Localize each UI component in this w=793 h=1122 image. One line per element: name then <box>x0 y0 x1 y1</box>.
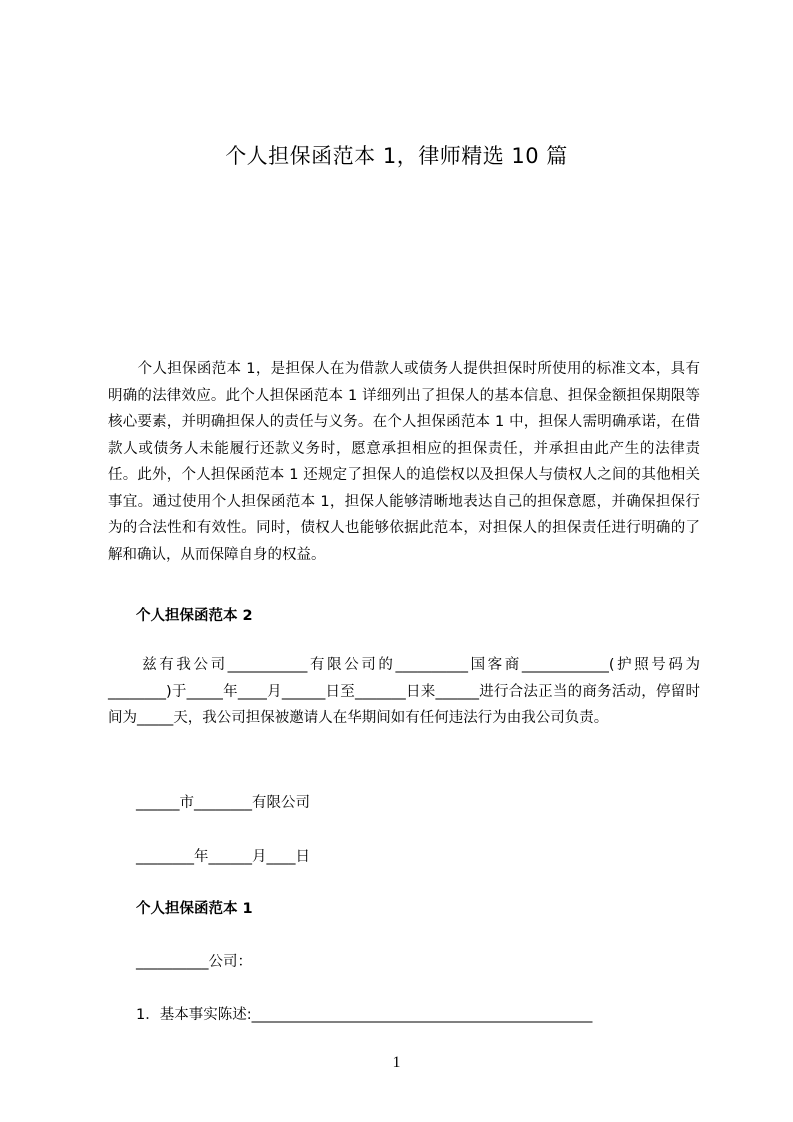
section2-body: 兹有我公司___________有限公司的__________国客商____________(护照号码为________)于_____年____月______日至_______日来______进行合法正当的商务活动，停留时间为_____天，我公司担保被邀请人在华期间如有任何违法行为由我公司负责。 <box>108 657 700 726</box>
signature-date: ________年______月____日 <box>136 849 310 865</box>
document-title: 个人担保函范本 1，律师精选 10 篇 <box>225 144 568 168</box>
item1-blank: _______________________________________________ <box>251 1007 593 1023</box>
signature-company: ______市________有限公司 <box>136 795 310 811</box>
item1-label: 1．基本事实陈述: <box>136 1007 252 1023</box>
page-number: 1 <box>392 1054 401 1071</box>
addressee-line: __________公司： <box>136 954 252 970</box>
section1-heading: 个人担保函范本 1 <box>136 901 253 917</box>
intro-paragraph: 个人担保函范本 1，是担保人在为借款人或债务人提供担保时所使用的标准文本，具有明确的法律效应。此个人担保函范本 1 详细列出了担保人的基本信息、担保金额担保期限等核心要素，并明确担保人的责任与义务。在个人担保函范本 1 中，担保人需明确承诺，在借款人或债务人未能履行还款义务时，愿意承担相应的担保责任，并承担由此产生的法律责任。此外，个人担保函范本 1 还规定了担保人的追偿权以及担保人与债权人之间的其他相关事宜。通过使用个人担保函范本 1，担保人能够清晰地表达自己的担保意愿，并确保担保行为的合法性和有效性。同时，债权人也能够依据此范本，对担保人的担保责任进行明确的了解和确认，从而保障自身的权益。 <box>108 361 700 563</box>
section2-heading: 个人担保函范本 2 <box>136 608 253 624</box>
item1-line <box>136 1003 592 1024</box>
